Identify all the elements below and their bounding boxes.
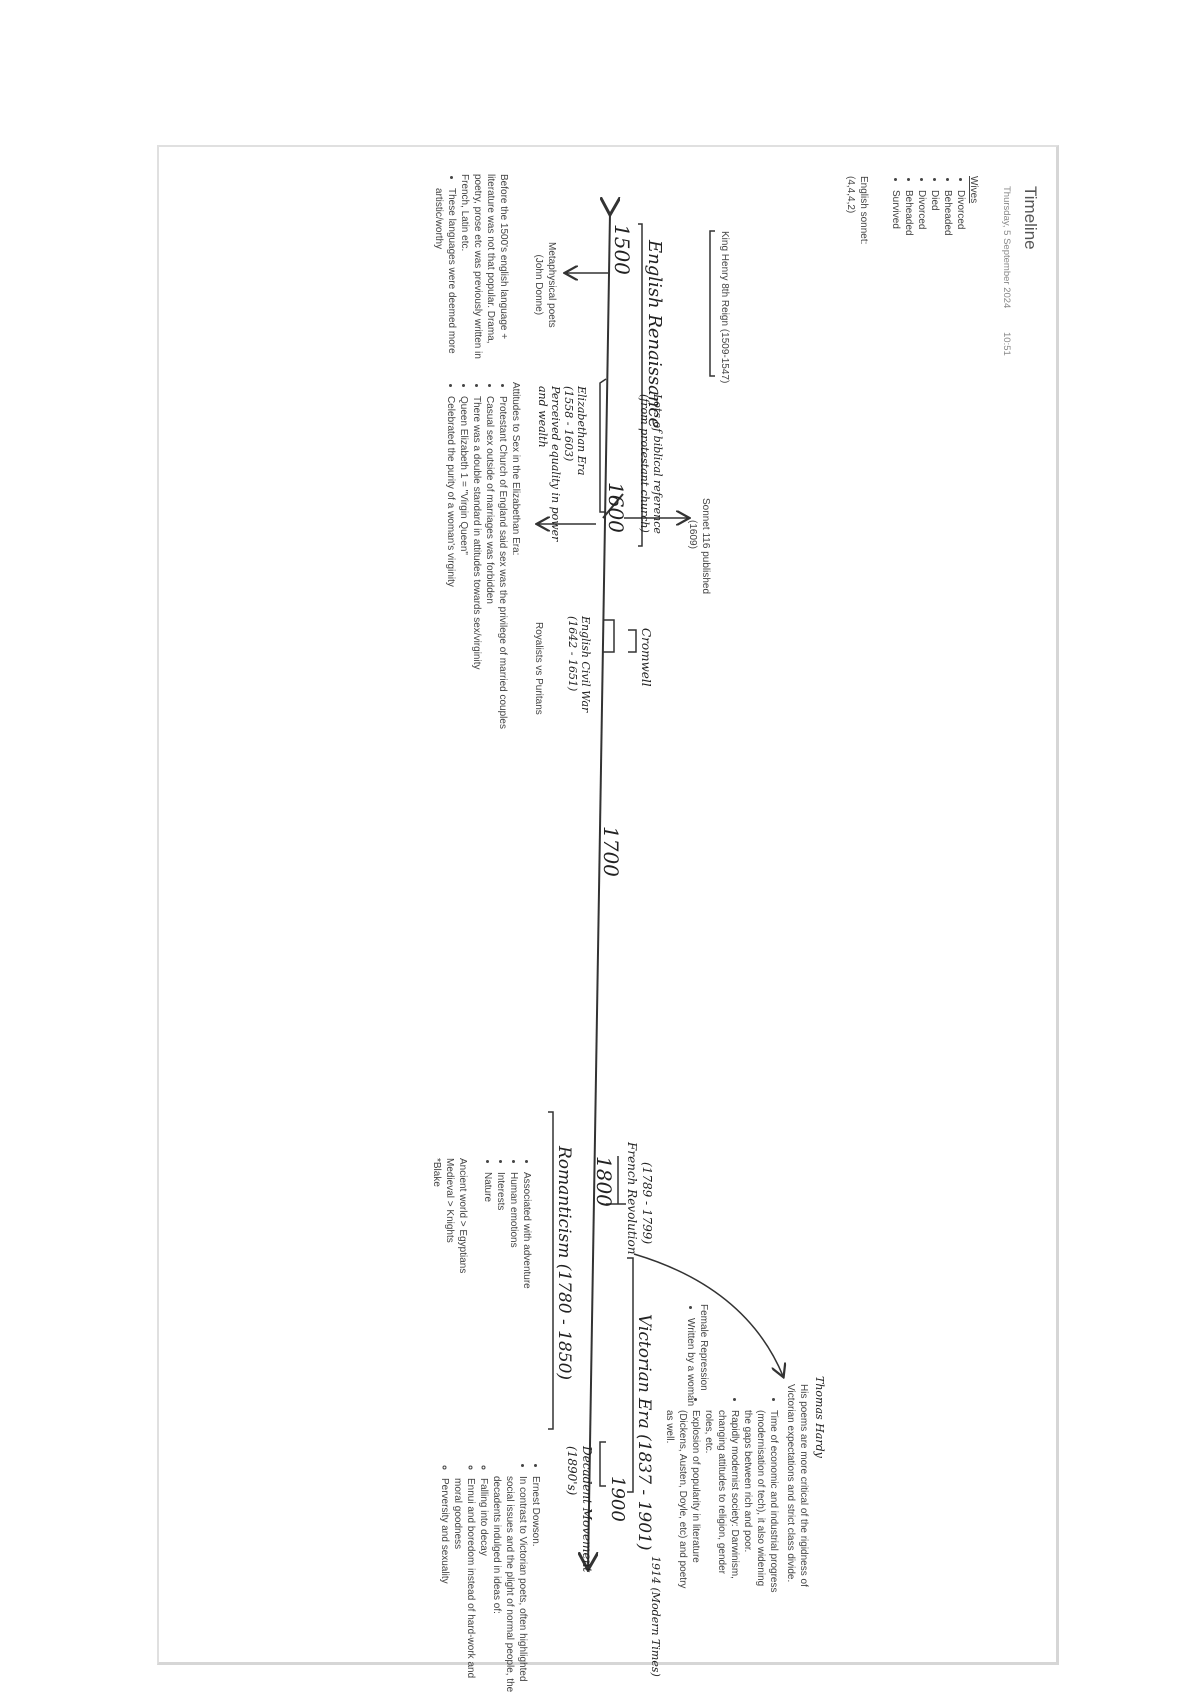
list-item: ◦ Ennui and boredom instead of hard-work and moral goodness [451,1478,477,1692]
modern-times-label: 1914 (Modern Times) [649,1556,662,1677]
metaphysical-line: (John Donne) [533,254,544,316]
before-1500-bullet: artistic/worthy [433,188,444,250]
elizabethan-line: (1558 - 1603) [562,386,575,462]
before-1500-line: French, Latin etc. [459,174,470,252]
decadent-title: Decadent Movement [580,1446,594,1573]
list-item: • Protestant Church of England said sex was the privilege of married couples [496,396,509,729]
french-revolution-line: (1789 - 1799) [640,1162,654,1245]
renaissance-note-line: (from protestant church) [638,394,651,533]
romanticism-extra: Medieval > Knights [444,1158,455,1243]
romanticism-title: Romanticism (1780 - 1850) [554,1146,574,1381]
sonnet-116-line: (1609) [687,520,698,549]
decadent-list [438,1462,542,1692]
list-item: • Human emotions [507,1172,520,1289]
list-item: • Beheaded [941,190,954,236]
before-1500-line: literature was not that popular. Drama, [485,174,496,344]
wives-heading: Wives [968,176,979,204]
page-title: Timeline [1021,186,1040,250]
sonnet-form-note [844,176,870,244]
romanticism-extra: Ancient world > Egyptians [457,1158,468,1274]
victorian-era-title: Victorian Era (1837 - 1901) [634,1314,654,1551]
year-1500: 1500 [610,224,634,275]
before-1500-line: Before the 1500's english language + [498,174,509,340]
list-item: ◦ Perversity and sexuality [438,1478,451,1692]
renaissance-note [638,394,664,534]
french-revolution-line: French Revolution [625,1142,639,1255]
victorian-list [663,1396,780,1593]
attitudes-heading: Attitudes to Sex in the Elizabethan Era: [510,382,521,556]
list-item: • Nature [481,1172,494,1289]
list-item: • Celebrated the purity of a woman's virginity [444,396,457,729]
sonnet-note-line: English sonnet: [858,176,869,245]
year-1600: 1600 [604,482,628,533]
french-revolution-label [624,1142,654,1254]
year-1700: 1700 [599,826,623,877]
metaphysical-poets-label [532,242,558,328]
elizabethan-line: Elizabethan Era [575,386,588,476]
sonnet-116-line: Sonnet 116 published [700,498,711,595]
list-item: • Survived [889,190,902,236]
sonnet-116-label [686,498,712,594]
list-item: • Died [928,190,941,236]
female-repression-heading: Female Repression [698,1304,709,1391]
list-item: • Rapidly modernist society: Darwinism, changing attitudes to religion, gender roles, etc. [702,1410,741,1593]
sonnet-note-line: (4,4,4,2) [845,176,856,214]
elizabethan-line: and wealth [536,386,549,448]
list-item: • Explosion of popularity in literature (Dickens, Austen, Doyle, etc) and poetry as well. [663,1410,702,1593]
decadent-movement-label [564,1446,594,1572]
romanticism-extra: *Blake [431,1158,442,1187]
timeline-drawing [156,146,1058,1666]
romanticism-list [430,1158,533,1289]
royalists-vs-puritans: Royalists vs Puritans [533,622,544,715]
henry-reign-label: King Henry 8th Reign (1509-1547) [719,231,730,384]
elizabethan-era-label [536,386,588,541]
civil-war-label [566,616,592,712]
list-item: • Interests [494,1172,507,1289]
thomas-hardy-label: Thomas Hardy [813,1376,826,1458]
list-item: • Casual sex outside of marriages was forbidden [483,396,496,729]
list-item: • Time of economic and industrial progress (modernisation of tech), it also widening the gaps between rich and poor. [741,1410,780,1593]
decadent-years: (1890's) [565,1446,579,1496]
female-repression-note [684,1304,710,1406]
list-item: • Divorced [915,190,928,236]
list-item: • Queen Elizabeth 1 = "Virgin Queen" [457,396,470,729]
attitudes-to-sex-note [444,382,522,729]
list-item: • Associated with adventure [520,1172,533,1289]
list-item: • Written by a woman [684,1318,697,1406]
wives-list [889,176,980,236]
list-item: • Beheaded [902,190,915,236]
notebook-canvas [156,146,1058,1693]
english-renaissance-label: English Renaissance [644,240,665,429]
cromwell-label: Cromwell [639,628,653,687]
hardy-line: Victorian expectations and strict class divide. [785,1384,796,1583]
page-date: Thursday, 5 September 2024 [1001,186,1012,309]
list-item: • There was a double standard in attitudes towards sex/virginity [470,396,483,729]
before-1500-note [432,174,510,359]
list-item: • Divorced [954,190,967,236]
before-1500-line: poetry, prose etc was previously written in [472,174,483,359]
civil-war-line: English Civil War [579,616,592,713]
civil-war-line: (1642 - 1651) [566,616,579,692]
list-item: • Ernest Dowson. [529,1476,542,1692]
elizabethan-line: Perceived equality in power [549,386,562,542]
year-1900: 1900 [607,1476,628,1522]
hardy-note [784,1384,810,1587]
page-time: 10:51 [1001,332,1012,356]
before-1500-bullet: These languages were deemed more [446,188,457,354]
list-item: ◦ Falling into decay [477,1478,490,1692]
hardy-line: His poems are more critical of the rigidness of [798,1384,809,1587]
year-1800: 1800 [592,1156,616,1207]
renaissance-note-line: Lots of biblical reference [651,394,664,534]
list-item: • In contrast to Victorian poets, often highlighted social issues and the plight of normal people, the decadents indulged in ideas of: [490,1476,529,1692]
metaphysical-line: Metaphysical poets [546,242,557,328]
